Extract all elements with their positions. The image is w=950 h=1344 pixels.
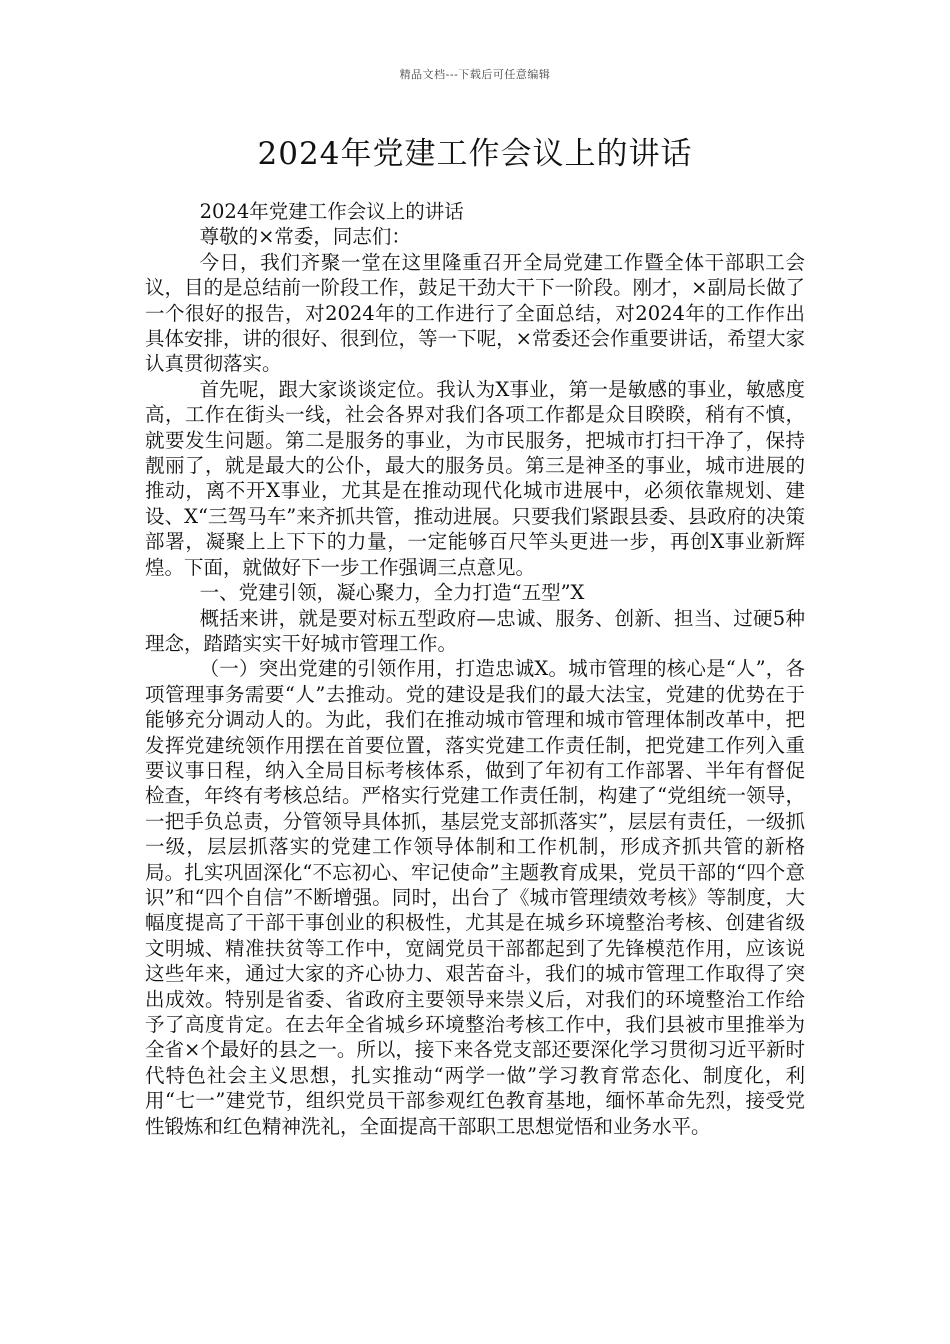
paragraph-salutation: 尊敬的×常委，同志们： [199,225,411,249]
paragraph: 首先呢，跟大家谈谈定位。我认为X事业，第一是敏感的事业，敏感度高，工作在街头一线，社会各界对我们各项工作都是众目睽睽，稍有不慎，就要发生问题。第二是服务的事业，为市民服务，把城市打扫干净了，保持靓丽了，就是最大的公仆，最大的服务员。第三是神圣的事业，城市进展的推动，离不开X事业，尤其是在推动现代化城市进展中，必须依靠规划、建设、X“三驾马车”来齐抓共管，推动进展。只要我们紧跟县委、县政府的决策部署，凝聚上上下下的力量，一定能够百尺竿头更进一步，再创X事业新辉煌。下面，就做好下一步工作强调三点意见。 [145,377,805,579]
document-title: 2024年党建工作会议上的讲话 [257,136,693,172]
header-note: 精品文档---下载后可任意编辑 [399,68,551,81]
paragraph-subtitle: 2024年党建工作会议上的讲话 [199,200,464,223]
document-body [145,199,805,1139]
paragraph: 概括来讲，就是要对标五型政府—忠诚、服务、创新、担当、过硬5种理念，踏踏实实干好城市管理工作。 [145,606,805,655]
paragraph: 今日，我们齐聚一堂在这里隆重召开全局党建工作暨全体干部职工会议，目的是总结前一阶段工作，鼓足干劲大干下一阶段。刚才，×副局长做了一个很好的报告，对2024年的工作进行了全面总结，对2024年的工作作出具体安排，讲的很好、很到位，等一下呢，×常委还会作重要讲话，希望大家认真贯彻落实。 [145,250,805,376]
section-heading: 一、党建引领，凝心聚力，全力打造“五型”X [199,581,585,605]
paragraph: （一）突出党建的引领作用，打造忠诚X。城市管理的核心是“人”，各项管理事务需要“人”去推动。党的建设是我们的最大法宝，党建的优势在于能够充分调动人的。为此，我们在推动城市管理和城市管理体制改革中，把发挥党建统领作用摆在首要位置，落实党建工作责任制，把党建工作列入重要议事日程，纳入全局目标考核体系，做到了年初有工作部署、半年有督促检查，年终有考核总结。严格实行党建工作责任制，构建了“党组统一领导，一把手负总责，分管领导具体抓，基层党支部抓落实”，层层有责任，一级抓一级，层层抓落实的党建工作领导体制和工作机制，形成齐抓共管的新格局。扎实巩固深化“不忘初心、牢记使命”主题教育成果，党员干部的“四个意识”和“四个自信”不断增强。同时，出台了《城市管理绩效考核》等制度，大幅度提高了干部干事创业的积极性，尤其是在城乡环境整治考核、创建省级文明城、精准扶贫等工作中，宽阔党员干部都起到了先锋模范作用，应该说这些年来，通过大家的齐心协力、艰苦奋斗，我们的城市管理工作取得了突出成效。特别是省委、省政府主要领导来崇义后，对我们的环境整治工作给予了高度肯定。在去年全省城乡环境整治考核工作中，我们县被市里推举为全省×个最好的县之一。所以，接下来各党支部还要深化学习贯彻习近平新时代特色社会主义思想，扎实推动“两学一做”学习教育常态化、制度化，利用“七一”建党节，组织党员干部参观红色教育基地，缅怀革命先烈，接受党性锻炼和红色精神洗礼，全面提高干部职工思想觉悟和业务水平。 [145,657,805,1138]
